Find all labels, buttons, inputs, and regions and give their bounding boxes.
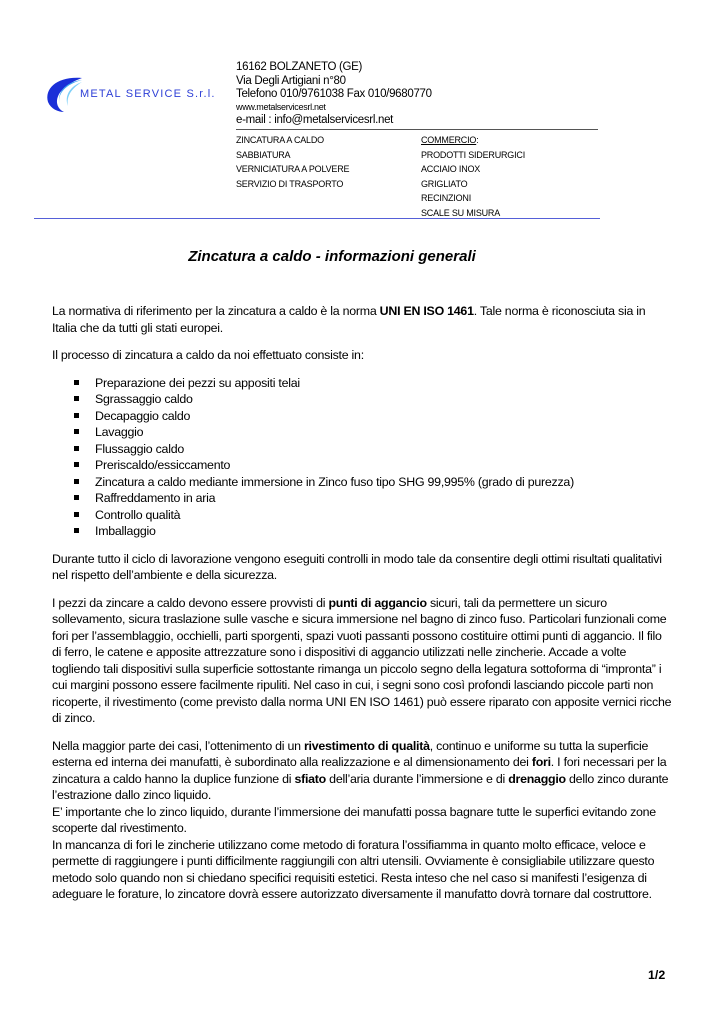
list-item: Decapaggio caldo (52, 408, 672, 425)
list-item: Sgrassaggio caldo (52, 391, 672, 408)
commerce-title: COMMERCIO (421, 135, 477, 145)
paragraph (52, 551, 672, 584)
commerce-item: ACCIAIO INOX (421, 164, 481, 175)
list-item: Controllo qualità (52, 507, 672, 524)
text: . I fori necessari per la zincatura a caldo hanno la duplice funzione di (52, 755, 667, 786)
bold-text: UNI EN ISO 1461 (379, 304, 474, 318)
address-line: 16162 BOLZANETO (GE) (236, 61, 363, 73)
list-item: Lavaggio (52, 424, 672, 441)
text: La normativa di riferimento per la zincatura a caldo è la norma (52, 304, 380, 318)
process-steps-list (52, 375, 672, 540)
document-body (52, 303, 672, 914)
list-item: Preparazione dei pezzi su appositi telai (52, 375, 672, 392)
company-logo-icon (44, 76, 84, 112)
commerce-item: SCALE SU MISURA (421, 207, 501, 218)
text: Nella maggior parte dei casi, l’ottenimento di un (52, 738, 304, 753)
paragraph (52, 738, 672, 903)
page-number: 1/2 (648, 968, 666, 982)
text: Il processo di zincatura a caldo da noi effettuato consiste in: (52, 348, 364, 362)
email-link[interactable]: e-mail : info@metalservicesrl.net (236, 114, 394, 126)
paragraph (52, 595, 672, 727)
paragraph (52, 347, 672, 364)
text: dell’aria durante l’immersione e di (325, 771, 509, 786)
text: dello zinco durante l’estrazione dallo zinco liquido. (52, 771, 669, 802)
document-title: Zincatura a caldo - informazioni generali (188, 248, 476, 265)
text: sicuri, tali da permettere un sicuro sollevamento, sicura traslazione sulle vasche e sicura immersione nel bagno di zinco fuso. Particolari funzionali come fori per l’assemblaggio, occhielli, parti sporgenti, spazi vuoti passanti possono costituire ottimi punti di aggancio. Il filo di ferro, le catene e apposite attrezzature sono i dispositivi di aggancio utilizzati nelle zincherie. Accade a volte togliendo tali dispositivi sulla superficie sottostante rimanga un piccolo segno della legatura sottoforma di “impronta” i cui margini possono essere facilmente ripuliti. Nel caso in cui, i segni sono così profondi lasciando piccole parti non ricoperte, il rivestimento (come previsto dalla norma UNI EN ISO 1461) può essere riparato con apposite vernici ricche di zinco. (52, 595, 672, 725)
bold-text: punti di aggancio (328, 595, 427, 610)
commerce-item: GRIGLIATO (421, 178, 468, 189)
bold-text: drenaggio (508, 771, 566, 786)
service-item: SABBIATURA (236, 149, 291, 160)
text: In mancanza di fori le zincherie utilizzano come metodo di foratura l’ossifiamma in quanto molto efficace, veloce e permette di raggiungere i punti difficilmente raggiungili con altri utensili. Ovviamente è consigliabile utilizzare questo metodo solo quando non si chiedano specifici requisiti estetici. Resta inteso che nel caso si manifesti l’esigenza di adeguare le forature, lo zincatore dovrà essere autorizzato diversamente il manufatto dovrà tornare dal costruttore. (52, 837, 655, 901)
commerce-colon: : (476, 135, 479, 145)
commerce-item: RECINZIONI (421, 193, 472, 204)
list-item: Zincatura a caldo mediante immersione in Zinco fuso tipo SHG 99,995% (grado di purezza) (52, 474, 672, 491)
header-divider (34, 218, 600, 219)
address-line: Via Degli Artigiani n°80 (236, 75, 346, 87)
bold-text: fori (531, 755, 551, 769)
text: I pezzi da zincare a caldo devono essere provvisti di (52, 595, 329, 610)
list-item: Preriscaldo/essiccamento (52, 457, 672, 474)
text: E’ importante che lo zinco liquido, durante l’immersione dei manufatti possa bagnare tutte le superfici evitando zone scoperte dal rivestimento. (52, 804, 656, 835)
list-item: Imballaggio (52, 523, 672, 540)
paragraph (52, 303, 672, 336)
service-item: ZINCATURA A CALDO (236, 135, 324, 145)
services-list (236, 133, 349, 191)
list-item: Raffreddamento in aria (52, 490, 672, 507)
bold-text: rivestimento di qualità (303, 738, 430, 753)
commerce-list (421, 133, 525, 221)
text: , continuo e uniforme su tutta la superficie esterna ed interna dei manufatti, è subordinato alla realizzazione e al dimensionamento dei (52, 738, 649, 769)
text: Durante tutto il ciclo di lavorazione vengono eseguiti controlli in modo tale da consentire degli ottimi risultati qualitativi nel rispetto dell’ambiente e della sicurezza. (52, 551, 662, 582)
commerce-item: PRODOTTI SIDERURGICI (421, 149, 526, 160)
logo-text: METAL SERVICE S.r.l. (80, 88, 216, 100)
list-item: Flussaggio caldo (52, 441, 672, 458)
website-link[interactable]: www.metalservicesrl.net (236, 102, 326, 112)
service-item: VERNICIATURA A POLVERE (236, 164, 350, 175)
divider (236, 129, 598, 130)
phone-fax: Telefono 010/9761038 Fax 010/9680770 (236, 88, 432, 100)
service-item: SERVIZIO DI TRASPORTO (236, 178, 344, 189)
text: . Tale norma è riconosciuta sia in Italia che da tutti gli stati europei. (52, 304, 646, 335)
bold-text: sfiato (294, 771, 326, 786)
